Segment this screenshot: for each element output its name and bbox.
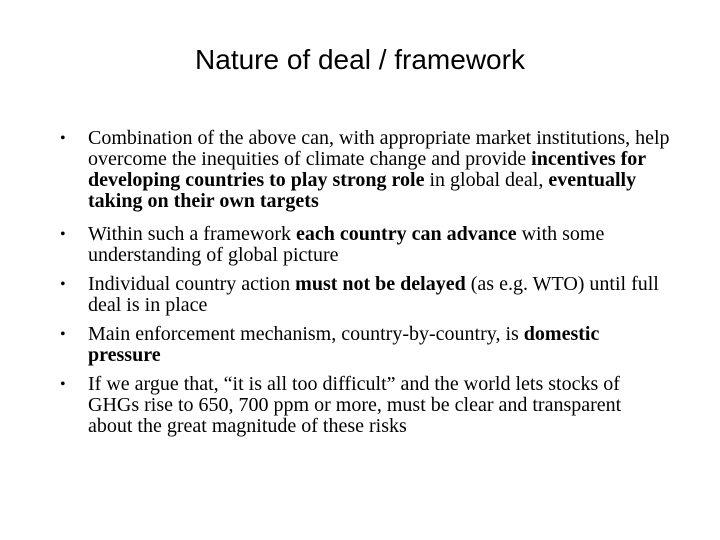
bullet-text-segment: Individual country action (88, 273, 296, 295)
bullet-text-segment: Within such a framework (88, 223, 297, 245)
bullet-list (60, 128, 670, 445)
bullet-text-segment: Combination of the above can, with appropriate market institutions, help overcome the inequities of climate change and provide (88, 127, 670, 170)
bullet-text-bold-segment: must not be delayed (295, 273, 466, 295)
bullet-text (88, 323, 599, 366)
bullet-item (60, 274, 670, 316)
bullet-dot-icon: • (60, 276, 66, 293)
bullet-item (60, 128, 670, 212)
bullet-dot-icon: • (60, 326, 66, 343)
bullet-text (88, 223, 604, 266)
bullet-text-segment: Main enforcement mechanism, country-by-country, is (88, 323, 524, 345)
bullet-text-bold-segment: each country can advance (296, 223, 517, 245)
bullet-text-bold-segment: domestic pressure (88, 323, 600, 366)
bullet-dot-icon: • (60, 226, 66, 243)
bullet-item (60, 324, 670, 366)
bullet-text-segment: (as e.g. WTO) until full deal is in place (88, 273, 659, 316)
bullet-dot-icon: • (60, 130, 66, 147)
bullet-text (88, 127, 670, 212)
bullet-text (88, 373, 621, 437)
slide-title: Nature of deal / framework (195, 44, 525, 75)
bullet-text-segment: with some understanding of global picture (88, 223, 605, 266)
bullet-item (60, 224, 670, 266)
bullet-text-bold-segment: incentives for developing countries to play strong role (88, 148, 646, 191)
bullet-text-segment: If we argue that, “it is all too difficult” and the world lets stocks of GHGs rise to 650, 700 ppm or more, must be clear and transparent about the great magnitude of these risks (88, 373, 622, 437)
bullet-text-bold-segment: eventually taking on their own targets (88, 169, 637, 212)
bullet-text-segment: in global deal, (424, 169, 549, 191)
bullet-text (88, 273, 659, 316)
bullet-dot-icon: • (60, 376, 66, 393)
bullet-item (60, 374, 670, 437)
